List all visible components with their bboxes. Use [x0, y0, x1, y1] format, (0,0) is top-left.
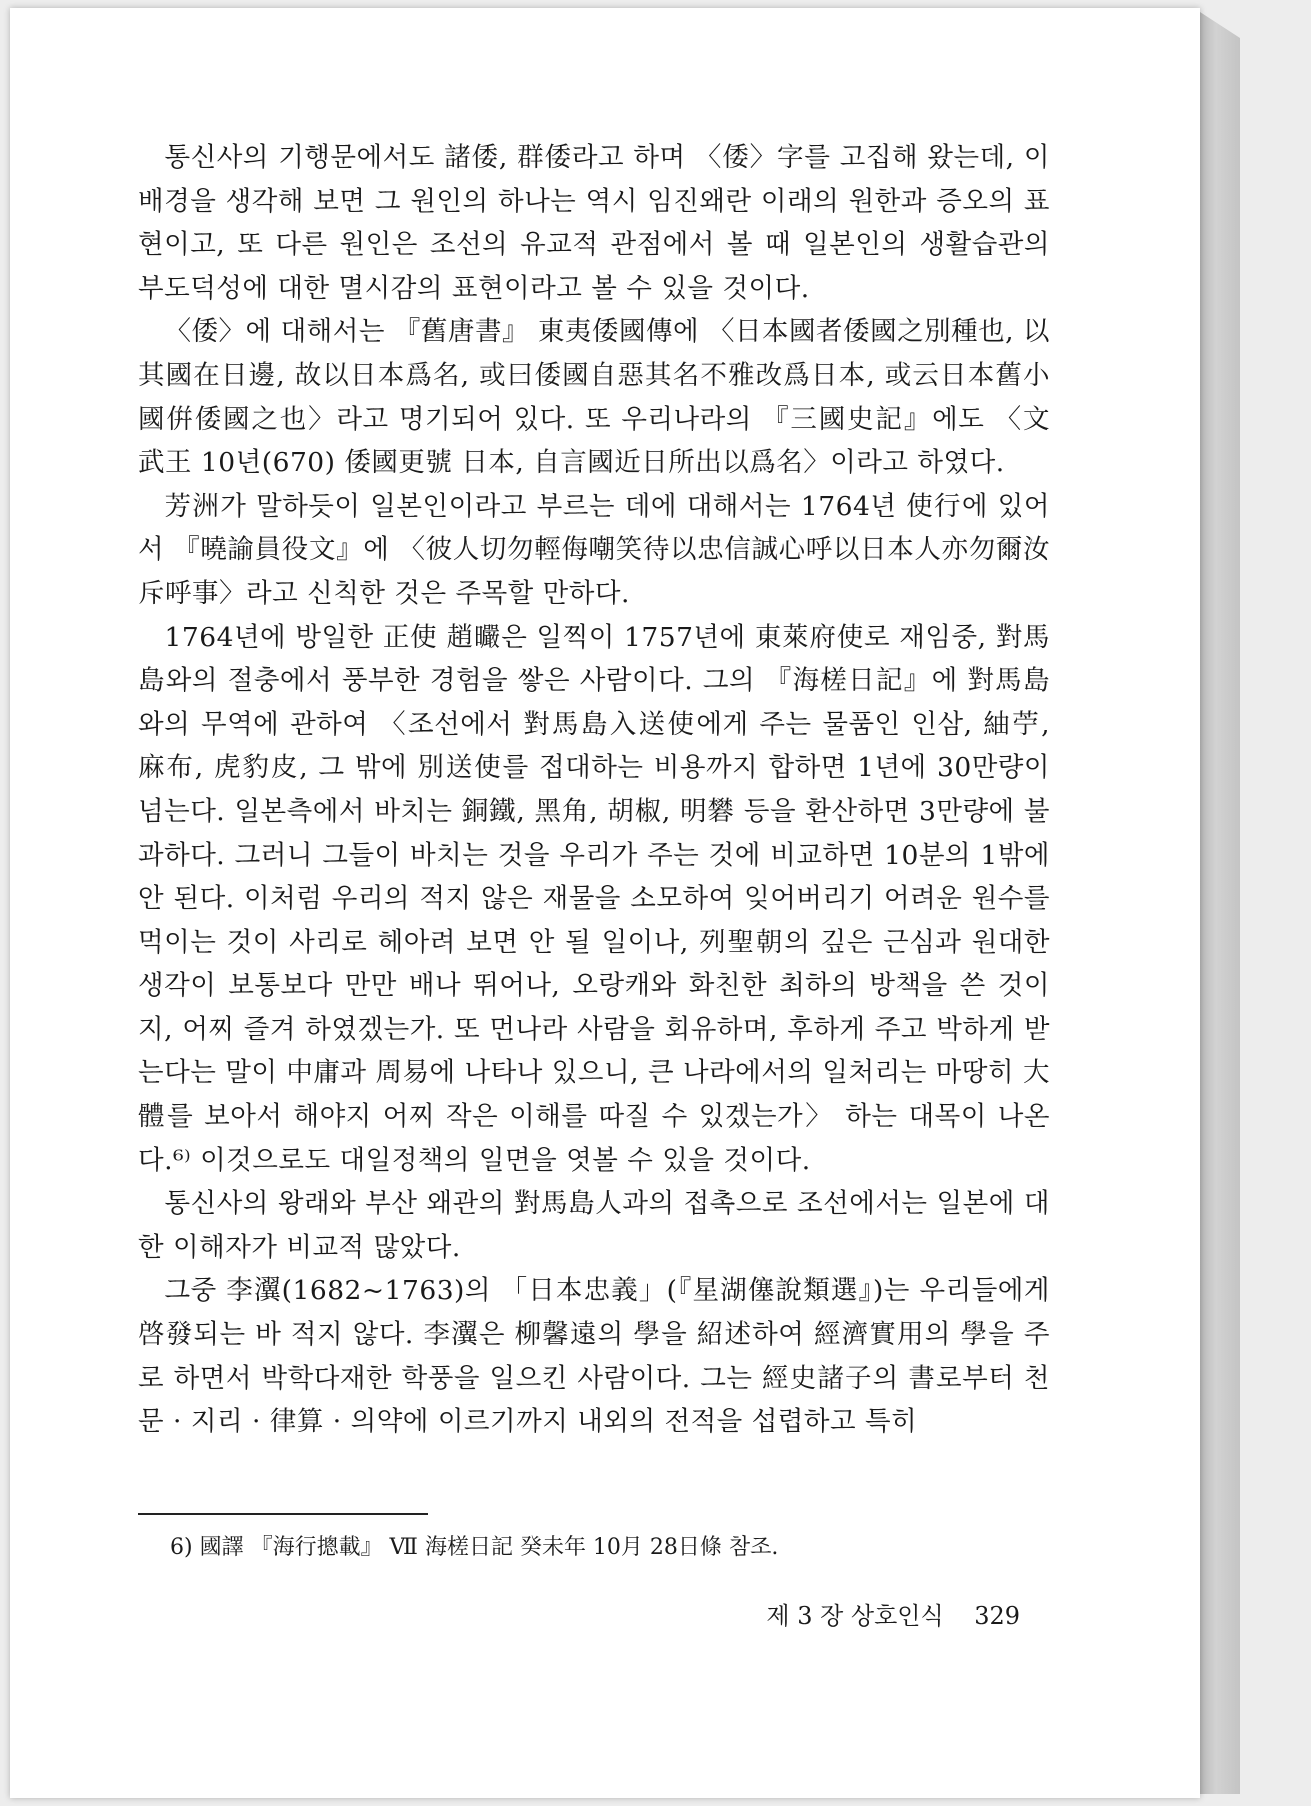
page-stack-edge [1200, 12, 1240, 1794]
paragraph-3: 芳洲가 말하듯이 일본인이라고 부르는 데에 대해서는 1764년 使行에 있어서 『曉諭員役文』에 〈彼人切勿輕侮嘲笑待以忠信誠心呼以日本人亦勿爾汝斥呼事〉라고 신칙한 것은 주목할 만하다. [138, 490, 1050, 609]
page-number: 329 [974, 1602, 1020, 1630]
chapter-title: 제 3 장 상호인식 [766, 1602, 944, 1630]
paragraph-5: 통신사의 왕래와 부산 왜관의 對馬島人과의 접촉으로 조선에서는 일본에 대한 이해자가 비교적 많았다. [138, 1188, 1050, 1263]
running-footer [766, 1596, 1020, 1631]
footnote: 6) 國譯 『海行摠載』 Ⅶ 海槎日記 癸未年 10月 28日條 참조. [170, 1535, 779, 1560]
footnote-divider [138, 1513, 428, 1515]
paragraph-1: 통신사의 기행문에서도 諸倭, 群倭라고 하며 〈倭〉字를 고집해 왔는데, 이 배경을 생각해 보면 그 원인의 하나는 역시 임진왜란 이래의 원한과 증오의 표현이고, 또 다른 원인은 조선의 유교적 관점에서 볼 때 일본인의 생활습관의 부도덕성에 대한 멸시감의 표현이라고 볼 수 있을 것이다. [138, 142, 1050, 304]
paragraph-6: 그중 李瀷(1682~1763)의 「日本忠義」(『星湖僿說類選』)는 우리들에게 啓發되는 바 적지 않다. 李瀷은 柳馨遠의 學을 紹述하여 經濟實用의 學을 주로 하면서 박학다재한 학풍을 일으킨 사람이다. 그는 經史諸子의 書로부터 천문 · 지리 · 律算 · 의약에 이르기까지 내외의 전적을 섭렵하고 특히 [138, 1275, 1050, 1438]
paragraph-2: 〈倭〉에 대해서는 『舊唐書』 東夷倭國傳에 〈日本國者倭國之別種也, 以其國在日邊, 故以日本爲名, 或曰倭國自惡其名不雅改爲日本, 或云日本舊小國倂倭國之也〉라고 명기되어 있다. 또 우리나라의 『三國史記』에도 〈文武王 10년(670) 倭國更號 日本, 自言國近日所出以爲名〉이라고 하였다. [138, 316, 1050, 479]
book-page [10, 8, 1200, 1798]
paragraph-4: 1764년에 방일한 正使 趙曮은 일찍이 1757년에 東萊府使로 재임중, 對馬島와의 절충에서 풍부한 경험을 쌓은 사람이다. 그의 『海槎日記』에 對馬島와의 무역에 관하여 〈조선에서 對馬島入送使에게 주는 물품인 인삼, 紬苧, 麻布, 虎豹皮, 그 밖에 別送使를 접대하는 비용까지 합하면 1년에 30만량이 넘는다. 일본측에서 바치는 銅鐵, 黑角, 胡椒, 明礬 등을 환산하면 3만량에 불과하다. 그러니 그들이 바치는 것을 우리가 주는 것에 비교하면 10분의 1밖에 안 된다. 이처럼 우리의 적지 않은 재물을 소모하여 잊어버리기 어려운 원수를 먹이는 것이 사리로 헤아려 보면 안 될 일이나, 列聖朝의 깊은 근심과 원대한 생각이 보통보다 만만 배나 뛰어나, 오랑캐와 화친한 최하의 방책을 쓴 것이지, 어찌 즐겨 하였겠는가. 또 먼나라 사람을 회유하며, 후하게 주고 박하게 받는다는 말이 中庸과 周易에 나타나 있으니, 큰 나라에서의 일처리는 마땅히 大體를 보아서 해야지 어찌 작은 이해를 따질 수 있겠는가〉 하는 대목이 나온다.⁶⁾ 이것으로도 대일정책의 일면을 엿볼 수 있을 것이다. [138, 621, 1050, 1176]
body-text [138, 136, 1050, 1444]
